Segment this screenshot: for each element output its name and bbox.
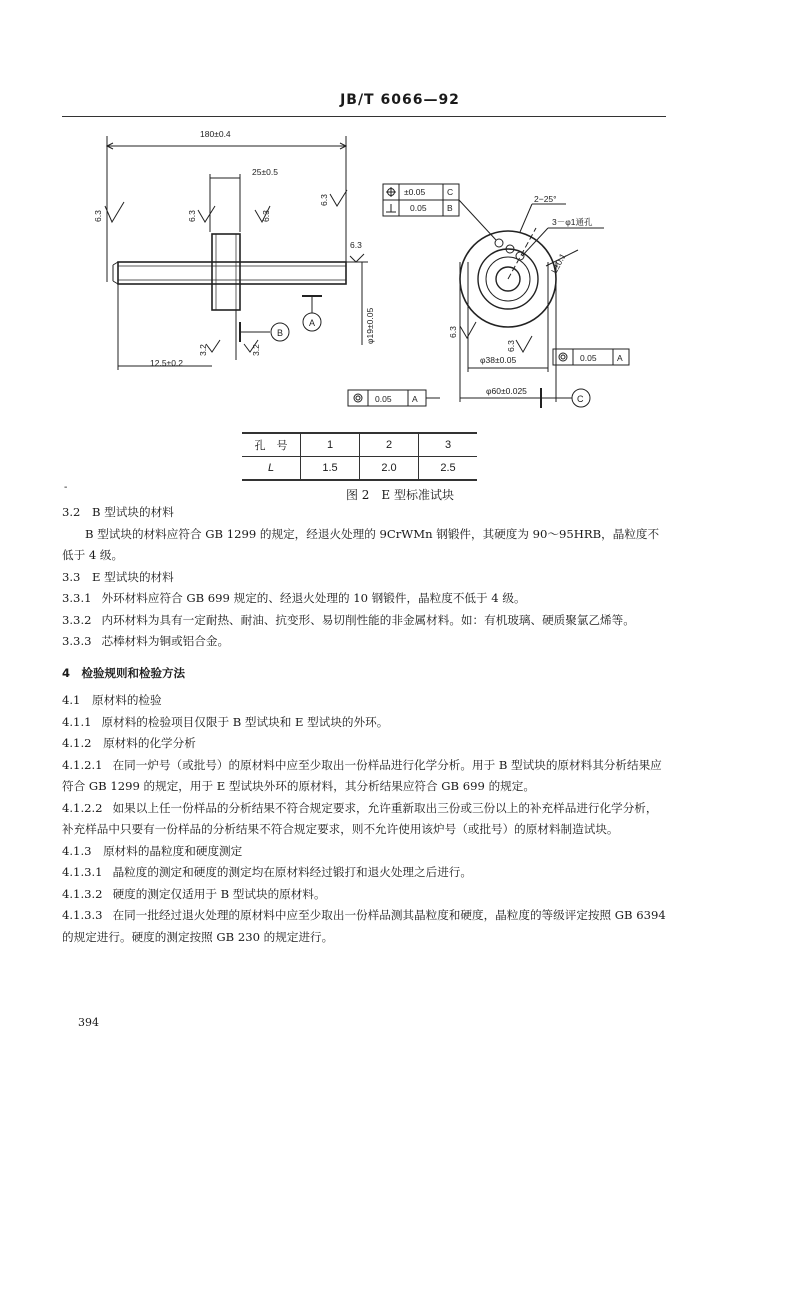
- roughness-label: 3.2: [198, 344, 208, 356]
- clause-number: 4.1.2.1: [62, 757, 103, 772]
- clause-text: 在同一炉号（或批号）的原材料中应至少取出一份样品进行化学分析。用于 B 型试块的原材料其分析结果应符合 GB 1299 的规定，用于 E 型试块外环的原材料，其分析结果应符合 GB 699 的规定。: [62, 757, 662, 793]
- datum-a-label: A: [309, 318, 316, 328]
- section-heading: 3.2 B 型试块的材料: [62, 505, 174, 519]
- dim-left: 12.5±0.2: [150, 358, 184, 368]
- fcf-datum-a: A: [412, 394, 418, 404]
- section-heading: 3.3 E 型试块的材料: [62, 569, 174, 584]
- hole-length-table: [242, 432, 477, 481]
- clause: [62, 631, 666, 653]
- clause: [62, 712, 666, 734]
- angle-note: 2−25°: [534, 194, 557, 204]
- hole-number-cell: 1: [301, 433, 360, 457]
- clause: [62, 798, 666, 841]
- hole-length-cell: 2.0: [360, 457, 419, 481]
- chapter-heading: 4 检验规则和检验方法: [62, 665, 186, 680]
- clause-number: 4.1.1: [62, 714, 92, 729]
- e-type-test-block-drawing: [0, 120, 800, 430]
- fcf-concentricity-tolerance: 0.05: [375, 394, 392, 404]
- fcf-concentricity-tolerance: 0.05: [580, 353, 597, 363]
- hole-length-cell: 1.5: [301, 457, 360, 481]
- fcf-perpendicularity-tolerance: 0.05: [410, 203, 427, 213]
- clause-number: 4.1.3.2: [62, 886, 103, 901]
- clause: [62, 588, 666, 610]
- paragraph: B 型试块的材料应符合 GB 1299 的规定，经退火处理的 9CrWMn 钢锻件，其硬度为 90～95HRB，晶粒度不低于 4 级。: [62, 526, 660, 562]
- roughness-label: 6.3: [448, 326, 458, 338]
- table-row-label: L: [242, 457, 301, 481]
- roughness-label: 6.3: [319, 194, 329, 206]
- roughness-label: 6.3: [350, 240, 362, 250]
- clause-number: 4.1.3.3: [62, 908, 103, 922]
- clause-text: 如果以上任一份样品的分析结果不符合规定要求，允许重新取出三份或三份以上的补充样品进行化学分析，补充样品中只要有一份样品的分析结果不符合规定要求，则不允许使用该炉号（或批号）的原材料制造试块。: [62, 800, 658, 836]
- clause-text: 外环材料应符合 GB 699 规定的、经退火处理的 10 钢锻件，晶粒度不低于 4 级。: [101, 591, 526, 605]
- section-heading: 4.1 原材料的检验: [62, 693, 162, 707]
- clause-text: 在同一批经过退火处理的原材料中应至少取出一份样品测其晶粒度和硬度，晶粒度的等级评定按照 GB 6394 的规定进行。硬度的测定按照 GB 230 的规定进行。: [62, 908, 666, 944]
- clause: [62, 610, 666, 632]
- clause-text: 内环材料为具有一定耐热、耐油、抗变形、易切削性能的非金属材料。如：有机玻璃、硬质聚氯乙烯等。: [101, 612, 635, 627]
- fcf-datum-a: A: [617, 353, 623, 363]
- clause-number: 3.3.2: [62, 612, 92, 627]
- header-rule: [62, 116, 666, 117]
- clause-text: 芯棒材料为铜或铝合金。: [101, 634, 230, 648]
- document-body: [62, 502, 666, 948]
- clause: [62, 884, 666, 906]
- clause-text: 原材料的检验项目仅限于 B 型试块和 E 型试块的外环。: [101, 714, 389, 729]
- roughness-label: 3.2: [251, 344, 261, 356]
- clause: [62, 905, 666, 948]
- roughness-label: 6.3: [93, 210, 103, 222]
- dim-overall-length: 180±0.4: [200, 129, 231, 139]
- roughness-label: 6.3: [261, 210, 271, 222]
- table-header-label: 孔 号: [242, 433, 301, 457]
- clause-number: 3.3.3: [62, 634, 92, 648]
- clause-number: 3.3.1: [62, 591, 92, 605]
- fcf-position-tolerance: ±0.05: [404, 187, 426, 197]
- stray-mark: -: [64, 482, 68, 493]
- fcf-datum-c: C: [447, 187, 454, 197]
- clause-number: 4.1.3.1: [62, 865, 103, 879]
- dim-d19: φ19±0.05: [365, 307, 375, 344]
- fcf-datum-b: B: [447, 203, 453, 213]
- hole-number-cell: 2: [360, 433, 419, 457]
- dim-l: L±0.1: [548, 251, 568, 275]
- datum-c-label: C: [577, 394, 584, 404]
- dim-d60: φ60±0.025: [486, 386, 527, 396]
- document-header: JB/T 6066—92: [340, 92, 460, 108]
- hole-number-cell: 3: [419, 433, 478, 457]
- roughness-label: 6.3: [187, 210, 197, 222]
- hole-note: 3－φ1通孔: [552, 217, 593, 227]
- hole-length-cell: 2.5: [419, 457, 478, 481]
- clause-text: 晶粒度的测定和硬度的测定均在原材料经过锻打和退火处理之后进行。: [112, 865, 472, 879]
- clause-text: 硬度的测定仅适用于 B 型试块的原材料。: [112, 886, 326, 901]
- dim-collar: 25±0.5: [252, 167, 278, 177]
- clause-number: 4.1.2.2: [62, 800, 103, 815]
- section-heading: 4.1.2 原材料的化学分析: [62, 736, 196, 750]
- section-heading: 4.1.3 原材料的晶粒度和硬度测定: [62, 843, 243, 858]
- page-number: 394: [78, 1016, 99, 1029]
- figure-caption: 图 2 E 型标准试块: [345, 488, 455, 502]
- dim-d38: φ38±0.05: [480, 355, 517, 365]
- roughness-label: 6.3: [506, 340, 516, 352]
- datum-b-label: B: [277, 328, 284, 338]
- clause: [62, 862, 666, 884]
- clause: [62, 755, 666, 798]
